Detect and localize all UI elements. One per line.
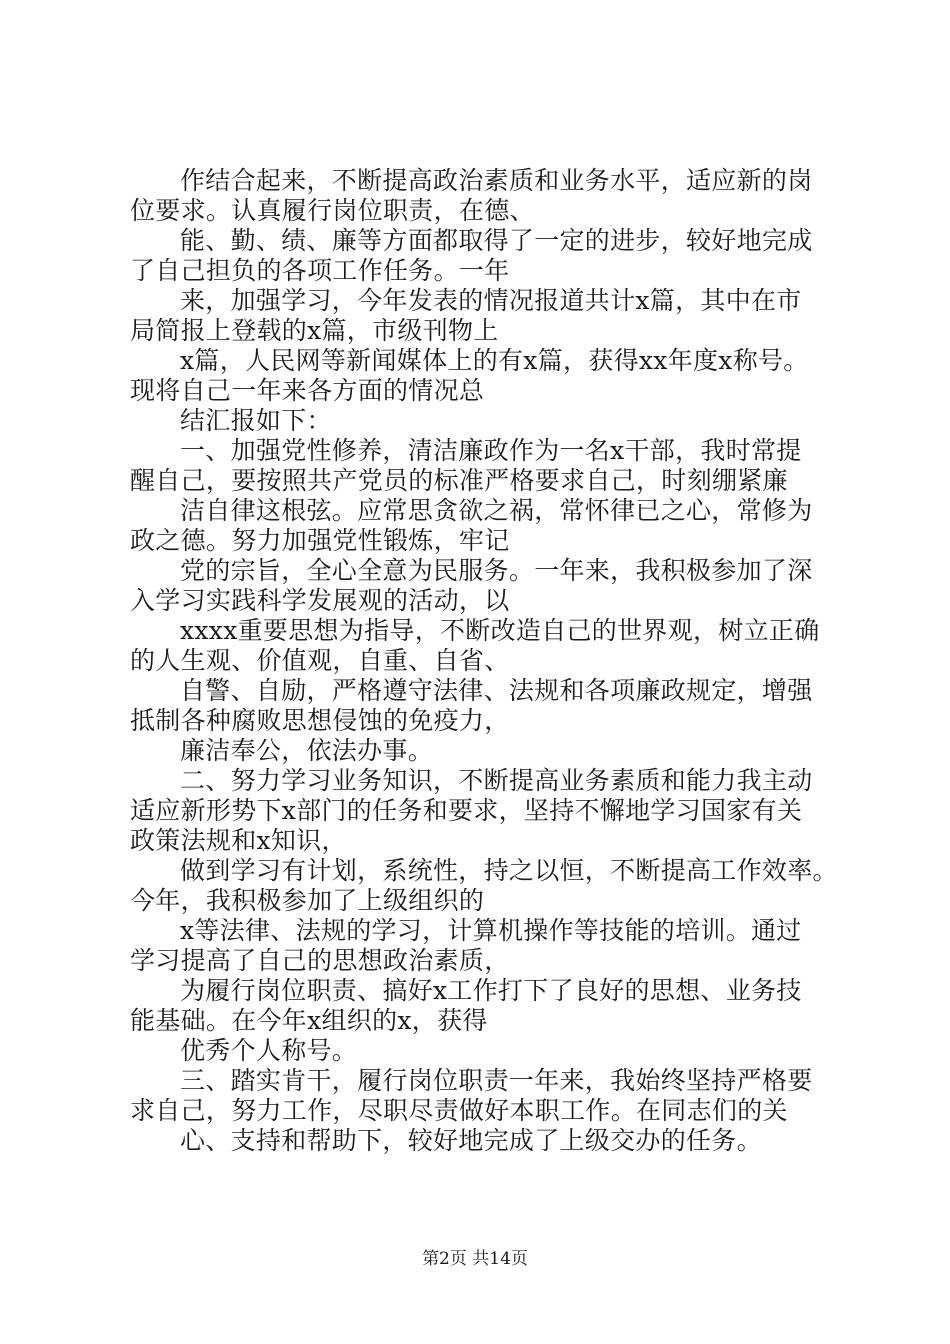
text-line: 今年，我积极参加了上级组织的	[130, 886, 485, 915]
text-line: 局简报上登载的x篇，市级刊物上	[130, 316, 499, 345]
text-line: 抵制各种腐败思想侵蚀的免疫力，	[130, 706, 510, 735]
text-line: 学习提高了自己的思想政治素质，	[130, 946, 510, 975]
text-line: 政之德。努力加强党性锻炼，牢记	[130, 526, 510, 555]
text-line: 位要求。认真履行岗位职责，在德、	[130, 196, 535, 225]
text-line: 廉洁奉公，依法办事。	[180, 736, 434, 765]
text-line: 能基础。在今年x组织的x，获得	[130, 1006, 488, 1035]
text-line: 洁自律这根弦。应常思贪欲之祸，常怀律已之心，常修为	[180, 496, 813, 525]
document-body	[130, 166, 850, 1156]
text-line: 党的宗旨，全心全意为民服务。一年来，我积极参加了深	[180, 556, 813, 585]
text-line: 结汇报如下：	[180, 406, 332, 435]
text-line: 自警、自励，严格遵守法律、法规和各项廉政规定，增强	[180, 676, 813, 705]
text-line: 来，加强学习，今年发表的情况报道共计x篇，其中在市	[180, 286, 802, 315]
text-line: 了自己担负的各项工作任务。一年	[130, 256, 510, 285]
text-line: 适应新形势下x部门的任务和要求，坚持不懈地学习国家有关	[130, 796, 803, 825]
text-line: 的人生观、价值观，自重、自省、	[130, 646, 510, 675]
text-line: x等法律、法规的学习，计算机操作等技能的培训。通过	[180, 916, 802, 945]
text-line: 求自己，努力工作，尽职尽责做好本职工作。在同志们的关	[130, 1096, 788, 1125]
text-line: 政策法规和x知识，	[130, 826, 347, 855]
text-line: 优秀个人称号。	[180, 1036, 358, 1065]
text-line: 三、踏实肯干，履行岗位职责一年来，我始终坚持严格要	[180, 1066, 813, 1095]
text-line: 醒自己，要按照共产党员的标准严格要求自己，时刻绷紧廉	[130, 466, 788, 495]
text-line: 现将自己一年来各方面的情况总	[130, 376, 485, 405]
text-line: 作结合起来，不断提高政治素质和业务水平，适应新的岗	[180, 166, 813, 195]
text-line: 入学习实践科学发展观的活动，以	[130, 586, 510, 615]
text-line: 能、勤、绩、廉等方面都取得了一定的进步，较好地完成	[180, 226, 813, 255]
text-line: xxxx重要思想为指导，不断改造自己的世界观，树立正确	[180, 616, 820, 645]
text-line: x篇，人民网等新闻媒体上的有x篇，获得xx年度x称号。	[180, 346, 809, 375]
text-line: 为履行岗位职责、搞好x工作打下了良好的思想、业务技	[180, 976, 802, 1005]
text-line: 做到学习有计划，系统性，持之以恒，不断提高工作效率。	[180, 856, 838, 885]
text-line: 心、支持和帮助下，较好地完成了上级交办的任务。	[180, 1126, 762, 1155]
text-line: 一、加强党性修养，清洁廉政作为一名x干部，我时常提	[180, 436, 802, 465]
page-footer: 第2页 共14页	[422, 1249, 528, 1269]
text-line: 二、努力学习业务知识，不断提高业务素质和能力我主动	[180, 766, 813, 795]
